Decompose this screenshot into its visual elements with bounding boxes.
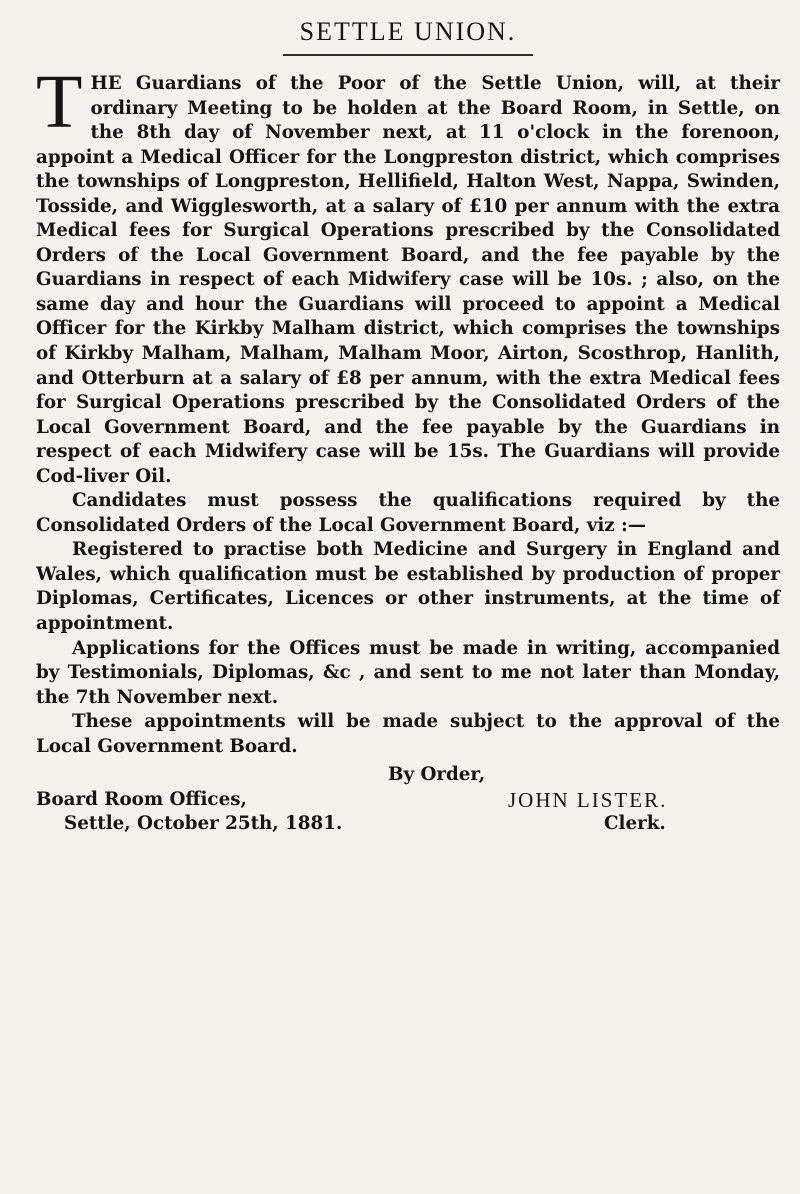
place-date: Settle, October 25th, 1881. [64,813,343,835]
drop-cap: T [36,60,83,144]
paragraph-applications: Applications for the Offices must be made in writing, accompanied by Testimonials, Diplomas, &c , and sent to me not later than Monday, the 7th November next. [36,637,780,708]
paragraph-approval: These appointments will be made subject to the approval of the Local Government Board. [36,711,780,757]
paragraph-registration: Registered to practise both Medicine and Surgery in England and Wales, which qualification must be established by production of proper Diplomas, Certificates, Licences or other instruments, at the time of appointment. [36,539,780,635]
signatory-role: Clerk. [604,813,666,835]
paragraph-qualifications: Candidates must possess the qualifications required by the Consolidated Orders of the Local Government Board, viz :— [36,490,780,536]
signatory-name: JOHN LISTER. [508,788,668,813]
signature-block [36,763,780,845]
by-order: By Order, [388,764,486,786]
notice-title: SETTLE UNION. [299,17,517,46]
paragraph-appointment [36,60,780,489]
paragraph-appointment-text: HE Guardians of the Poor of the Settle Union, will, at their ordinary Meeting to be holden at the Board Room, in Settle, on the 8th day of November next, at 11 o'clock in the forenoon, appoint a Medical Officer for the Longpreston district, which comprises the townships of Longpreston, Hellifield, Halton West, Nappa, Swinden, Tosside, and Wigglesworth, at a salary of £10 per annum with the extra Medical fees for Surgical Operations prescribed by the Consolidated Orders of the Local Government Board, and the fee payable by the Guardians in respect of each Midwifery case will be 10s. ; also, on the same day and hour the Guardians will proceed to appoint a Medical Officer for the Kirkby Malham district, which comprises the townships of Kirkby Malham, Malham, Malham Moor, Airton, Scosthrop, Hanlith, and Otterburn at a salary of £8 per annum, with the extra Medical fees for Surgical Operations prescribed by the Consolidated Orders of the Local Government Board, and the fee payable by the Guardians in respect of each Midwifery case will be 15s. The Guardians will provide Cod-liver Oil. [36,73,780,487]
office-address: Board Room Offices, [36,789,247,811]
title-rule [283,54,533,56]
